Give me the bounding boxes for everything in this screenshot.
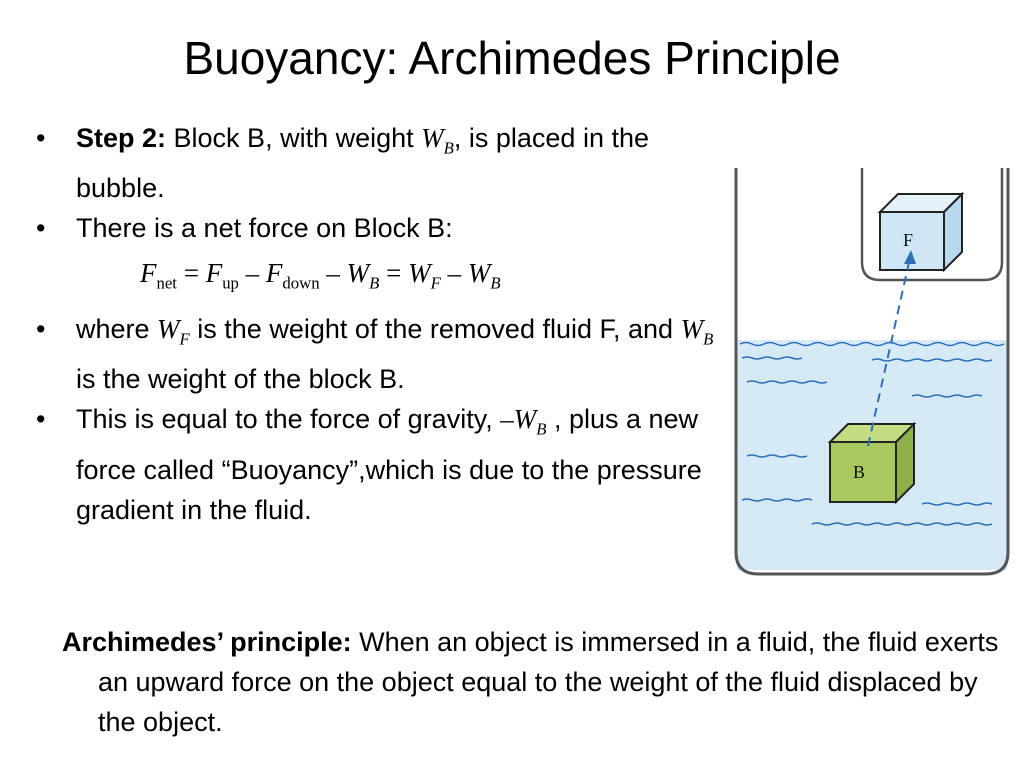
block-f bbox=[880, 194, 962, 270]
bullet-net-force bbox=[36, 208, 716, 248]
step-label: Step 2: bbox=[76, 123, 167, 153]
label-f: F bbox=[903, 230, 914, 250]
bullet-gravity: • This is equal to the force of gravity, $-W_B$ , plus a new force called “Buoyancy”,which is due to the pressure gradient in the fluid. bbox=[36, 399, 716, 529]
buoyancy-figure bbox=[722, 160, 1012, 580]
var-wb: $W_B$ bbox=[421, 123, 454, 158]
block-b bbox=[830, 424, 914, 502]
bullet-where: • where $W_F$ is the weight of the removed fluid F, and $W_B$ is the weight of the block B. bbox=[36, 309, 716, 399]
var-wb: $W_B$ bbox=[680, 313, 714, 349]
label-b: B bbox=[853, 462, 866, 482]
net-force-equation: $F_{net} = F_{up} - F_{down} - W_B = W_F - W_B$ bbox=[140, 258, 501, 293]
bullet-text: Block B, with weight bbox=[166, 123, 422, 153]
bullet-dot: • bbox=[36, 313, 46, 344]
bullet-step2 bbox=[36, 118, 716, 208]
beaker-illustration bbox=[722, 160, 1012, 580]
archimedes-principle bbox=[62, 622, 1008, 742]
principle-text: When an object is immersed in a fluid, the fluid exerts an upward force on the object equal to the weight of the fluid displaced by the object. bbox=[98, 627, 999, 737]
bullet-list bbox=[36, 118, 716, 530]
bullet-dot: • bbox=[36, 404, 46, 435]
bullet-dot: • bbox=[36, 123, 46, 153]
bullet-text: , is placed in the bubble. bbox=[76, 123, 649, 204]
var-neg-wb: $-W_B$ bbox=[500, 404, 547, 439]
bullet-text: There is a net force on Block B: bbox=[76, 213, 453, 244]
principle-label: Archimedes’ principle: bbox=[62, 627, 352, 657]
bullet-dot: • bbox=[36, 213, 46, 244]
var-wf: $W_F$ bbox=[157, 313, 190, 349]
slide-title: Buoyancy: Archimedes Principle bbox=[183, 32, 841, 84]
